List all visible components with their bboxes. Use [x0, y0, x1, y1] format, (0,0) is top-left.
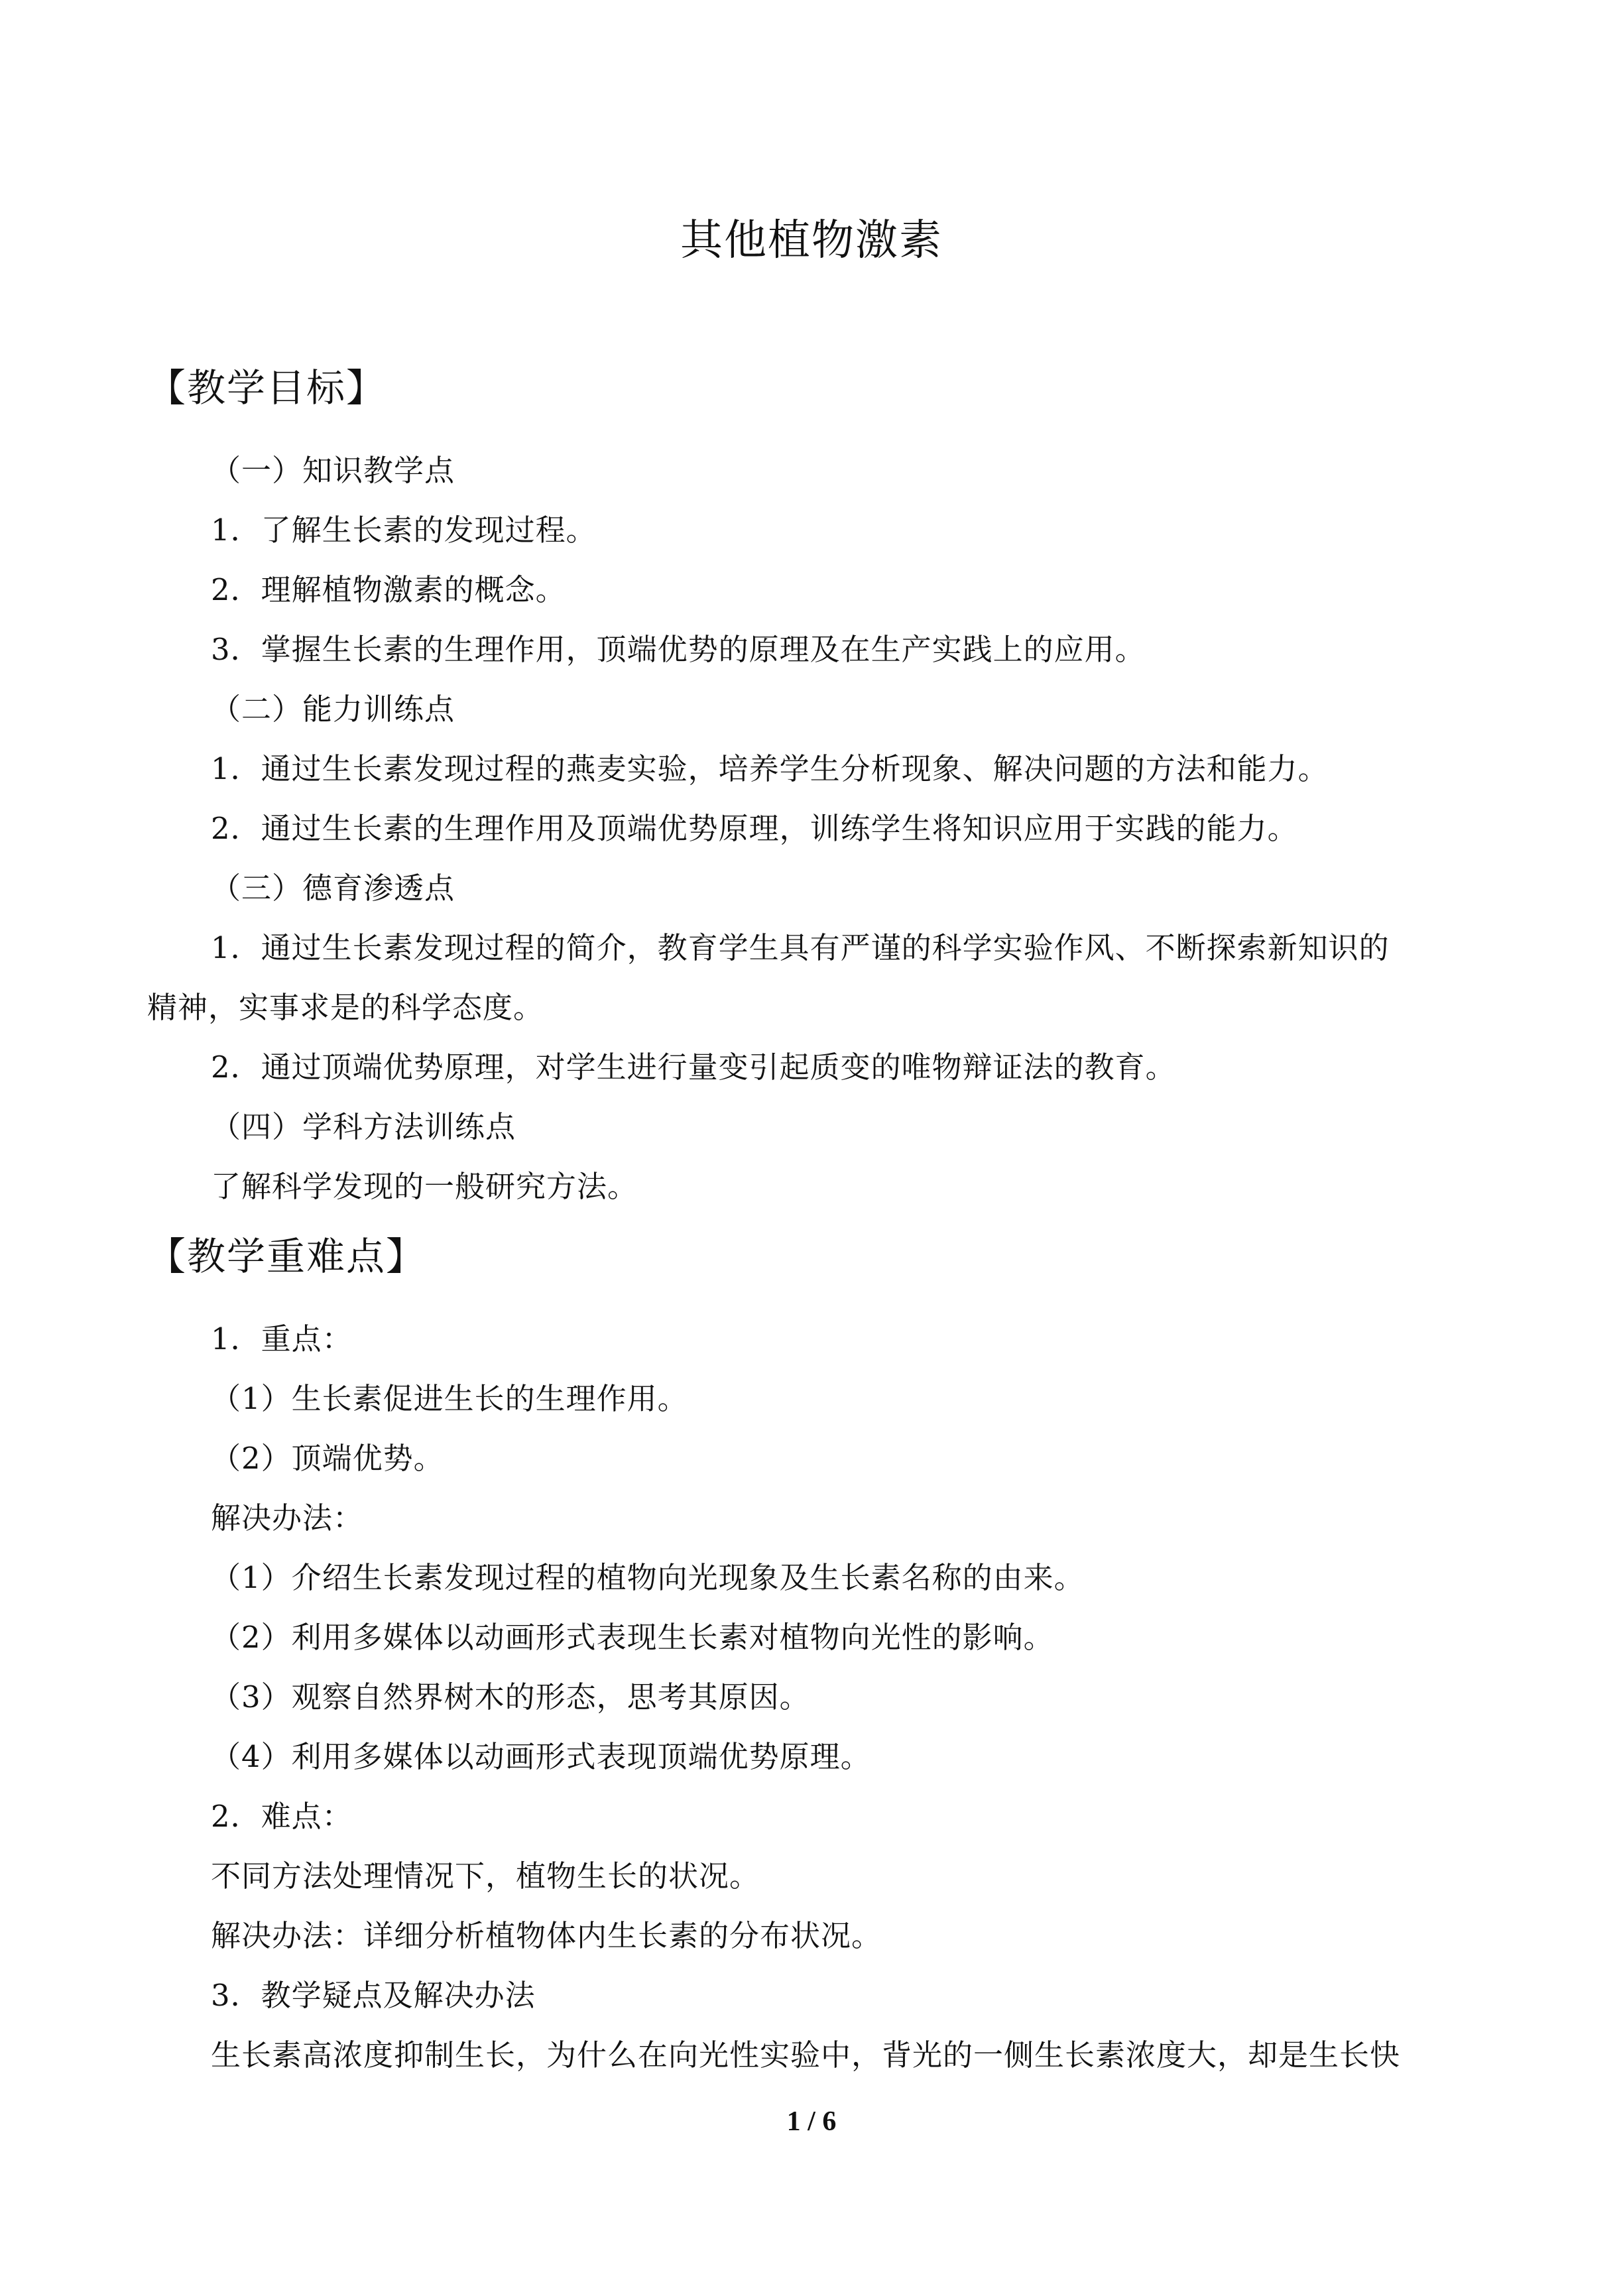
- paragraph-line: （3）观察自然界树木的形态，思考其原因。: [211, 1679, 810, 1715]
- section-heading-objectives: 【教学目标】: [147, 365, 387, 410]
- paragraph-line: 1．通过生长素发现过程的简介，教育学生具有严谨的科学实验作风、不断探索新知识的: [211, 930, 1390, 965]
- paragraph-line: 2．通过生长素的生理作用及顶端优势原理，训练学生将知识应用于实践的能力。: [211, 811, 1298, 846]
- document-title: 其他植物激素: [680, 216, 943, 265]
- paragraph-line: 解决办法：详细分析植物体内生长素的分布状况。: [211, 1918, 882, 1953]
- paragraph-line: 3．教学疑点及解决办法: [211, 1978, 536, 2013]
- page-number: 1 / 6: [786, 2106, 837, 2137]
- paragraph-line: 2．理解植物激素的概念。: [211, 572, 566, 607]
- paragraph-line: 解决办法：: [211, 1500, 364, 1536]
- paragraph-line: 不同方法处理情况下，植物生长的状况。: [211, 1858, 760, 1894]
- paragraph-line: （二）能力训练点: [211, 692, 455, 727]
- paragraph-line: 2．难点：: [211, 1799, 353, 1834]
- paragraph-line: 1．通过生长素发现过程的燕麦实验，培养学生分析现象、解决问题的方法和能力。: [211, 751, 1329, 786]
- paragraph-line: 1．了解生长素的发现过程。: [211, 513, 597, 548]
- paragraph-line: （1）介绍生长素发现过程的植物向光现象及生长素名称的由来。: [211, 1560, 1085, 1595]
- paragraph-line: （4）利用多媒体以动画形式表现顶端优势原理。: [211, 1739, 871, 1774]
- paragraph-line: （一）知识教学点: [211, 453, 455, 488]
- paragraph-line: 3．掌握生长素的生理作用，顶端优势的原理及在生产实践上的应用。: [211, 632, 1146, 667]
- paragraph-line: （四）学科方法训练点: [211, 1109, 516, 1144]
- paragraph-line: （三）德育渗透点: [211, 871, 455, 906]
- paragraph-line: （2）利用多媒体以动画形式表现生长素对植物向光性的影响。: [211, 1620, 1054, 1655]
- paragraph-line: 1．重点：: [211, 1321, 353, 1357]
- paragraph-line: 了解科学发现的一般研究方法。: [211, 1169, 638, 1204]
- paragraph-line: 2．通过顶端优势原理，对学生进行量变引起质变的唯物辩证法的教育。: [211, 1050, 1176, 1085]
- paragraph-line: （1）生长素促进生长的生理作用。: [211, 1381, 688, 1416]
- paragraph-line: 精神，实事求是的科学态度。: [147, 990, 544, 1025]
- paragraph-line: 生长素高浓度抑制生长，为什么在向光性实验中，背光的一侧生长素浓度大，却是生长快: [211, 2037, 1401, 2073]
- section-heading-key-points: 【教学重难点】: [147, 1234, 426, 1279]
- paragraph-line: （2）顶端优势。: [211, 1441, 444, 1476]
